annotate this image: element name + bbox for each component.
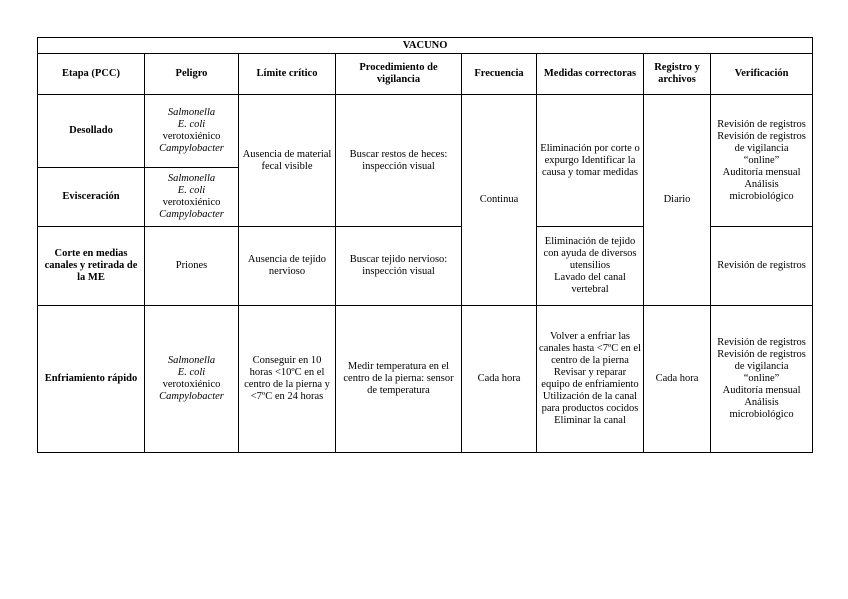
verification-item: Análisis microbiológico (729, 178, 794, 202)
verification-item: “online” (743, 154, 780, 166)
header-limite: Límite crítico (239, 54, 336, 95)
procedure-fecal: Buscar restos de heces: inspección visual (336, 95, 462, 227)
hazard-item: Campylobacter (159, 209, 224, 220)
stage-evisceracion: Evisceración (38, 168, 145, 227)
hazard-item: Campylobacter (159, 391, 224, 402)
title-row (38, 38, 813, 54)
corrective-item: Revisar y reparar equipo de enfriamiento (541, 367, 639, 390)
header-etapa: Etapa (PCC) (38, 54, 145, 95)
hazards-desollado (145, 95, 239, 168)
table-row-desollado (38, 95, 813, 168)
corrective-item: Eliminación de tejido con ayuda de diversos utensilios (543, 236, 637, 271)
hazard-item: Salmonella (167, 355, 216, 366)
hazard-item: verotoxiénico (162, 131, 221, 142)
procedure-tejido: Buscar tejido nervioso: inspección visual (336, 227, 462, 306)
corrective-item: Lavado del canal vertebral (554, 272, 626, 295)
corrective-item: Eliminar la canal (554, 415, 626, 426)
header-row (38, 54, 813, 95)
hazard-item: Salmonella (167, 173, 216, 184)
corrective-fecal: Eliminación por corte o expurgo Identificar la causa y tomar medidas (537, 95, 644, 227)
verification-enfriamiento (711, 306, 813, 453)
hazards-enfriamiento (145, 306, 239, 453)
limit-tejido: Ausencia de tejido nervioso (239, 227, 336, 306)
verification-corte: Revisión de registros (711, 227, 813, 306)
stage-desollado: Desollado (38, 95, 145, 168)
frequency-continua: Continua (462, 95, 537, 306)
limit-temperatura: Conseguir en 10 horas <10ºC en el centro de la pierna y <7ºC en 24 horas (239, 306, 336, 453)
header-frecuencia: Frecuencia (462, 54, 537, 95)
corrective-tejido (537, 227, 644, 306)
header-procedimiento: Procedimiento de vigilancia (336, 54, 462, 95)
verification-item: Auditoría mensual (722, 166, 801, 178)
table-title: VACUNO (38, 38, 813, 54)
hazard-item: E. coli (177, 367, 206, 378)
hazards-evisceracion (145, 168, 239, 227)
verification-item: Revisión de registros (717, 337, 806, 348)
hazard-item: verotoxiénico (162, 379, 221, 390)
header-registro: Registro y archivos (644, 54, 711, 95)
header-peligro: Peligro (145, 54, 239, 95)
stage-enfriamiento: Enfriamiento rápido (38, 306, 145, 453)
procedure-temperatura: Medir temperatura en el centro de la pierna: sensor de temperatura (336, 306, 462, 453)
hazard-item: Salmonella (167, 107, 216, 118)
verification-item: Análisis microbiológico (729, 397, 794, 420)
limit-fecal: Ausencia de material fecal visible (239, 95, 336, 227)
records-cada-hora: Cada hora (644, 306, 711, 453)
hazard-priones: Priones (145, 227, 239, 306)
corrective-item: Utilización de la canal para productos cocidos (541, 391, 639, 414)
frequency-cada-hora: Cada hora (462, 306, 537, 453)
hazard-item: Campylobacter (159, 143, 224, 154)
hazard-item: E. coli (177, 185, 206, 196)
verification-item: Revisión de registros de vigilancia (717, 130, 806, 154)
hazard-item: E. coli (177, 119, 206, 130)
header-verificacion: Verificación (711, 54, 813, 95)
header-medidas: Medidas correctoras (537, 54, 644, 95)
table-row-enfriamiento (38, 306, 813, 453)
verification-item: Revisión de registros de vigilancia (717, 349, 806, 372)
verification-fecal (711, 95, 813, 227)
stage-corte: Corte en medias canales y retirada de la ME (38, 227, 145, 306)
verification-item: Revisión de registros (717, 118, 806, 130)
haccp-table (37, 37, 813, 453)
verification-item: “online” (743, 373, 780, 384)
corrective-item: Volver a enfriar las canales hasta <7ºC en el centro de la pierna (539, 331, 641, 366)
hazard-item: verotoxiénico (162, 197, 221, 208)
records-diario: Diario (644, 95, 711, 306)
verification-item: Auditoría mensual (722, 385, 801, 396)
corrective-enfriamiento (537, 306, 644, 453)
